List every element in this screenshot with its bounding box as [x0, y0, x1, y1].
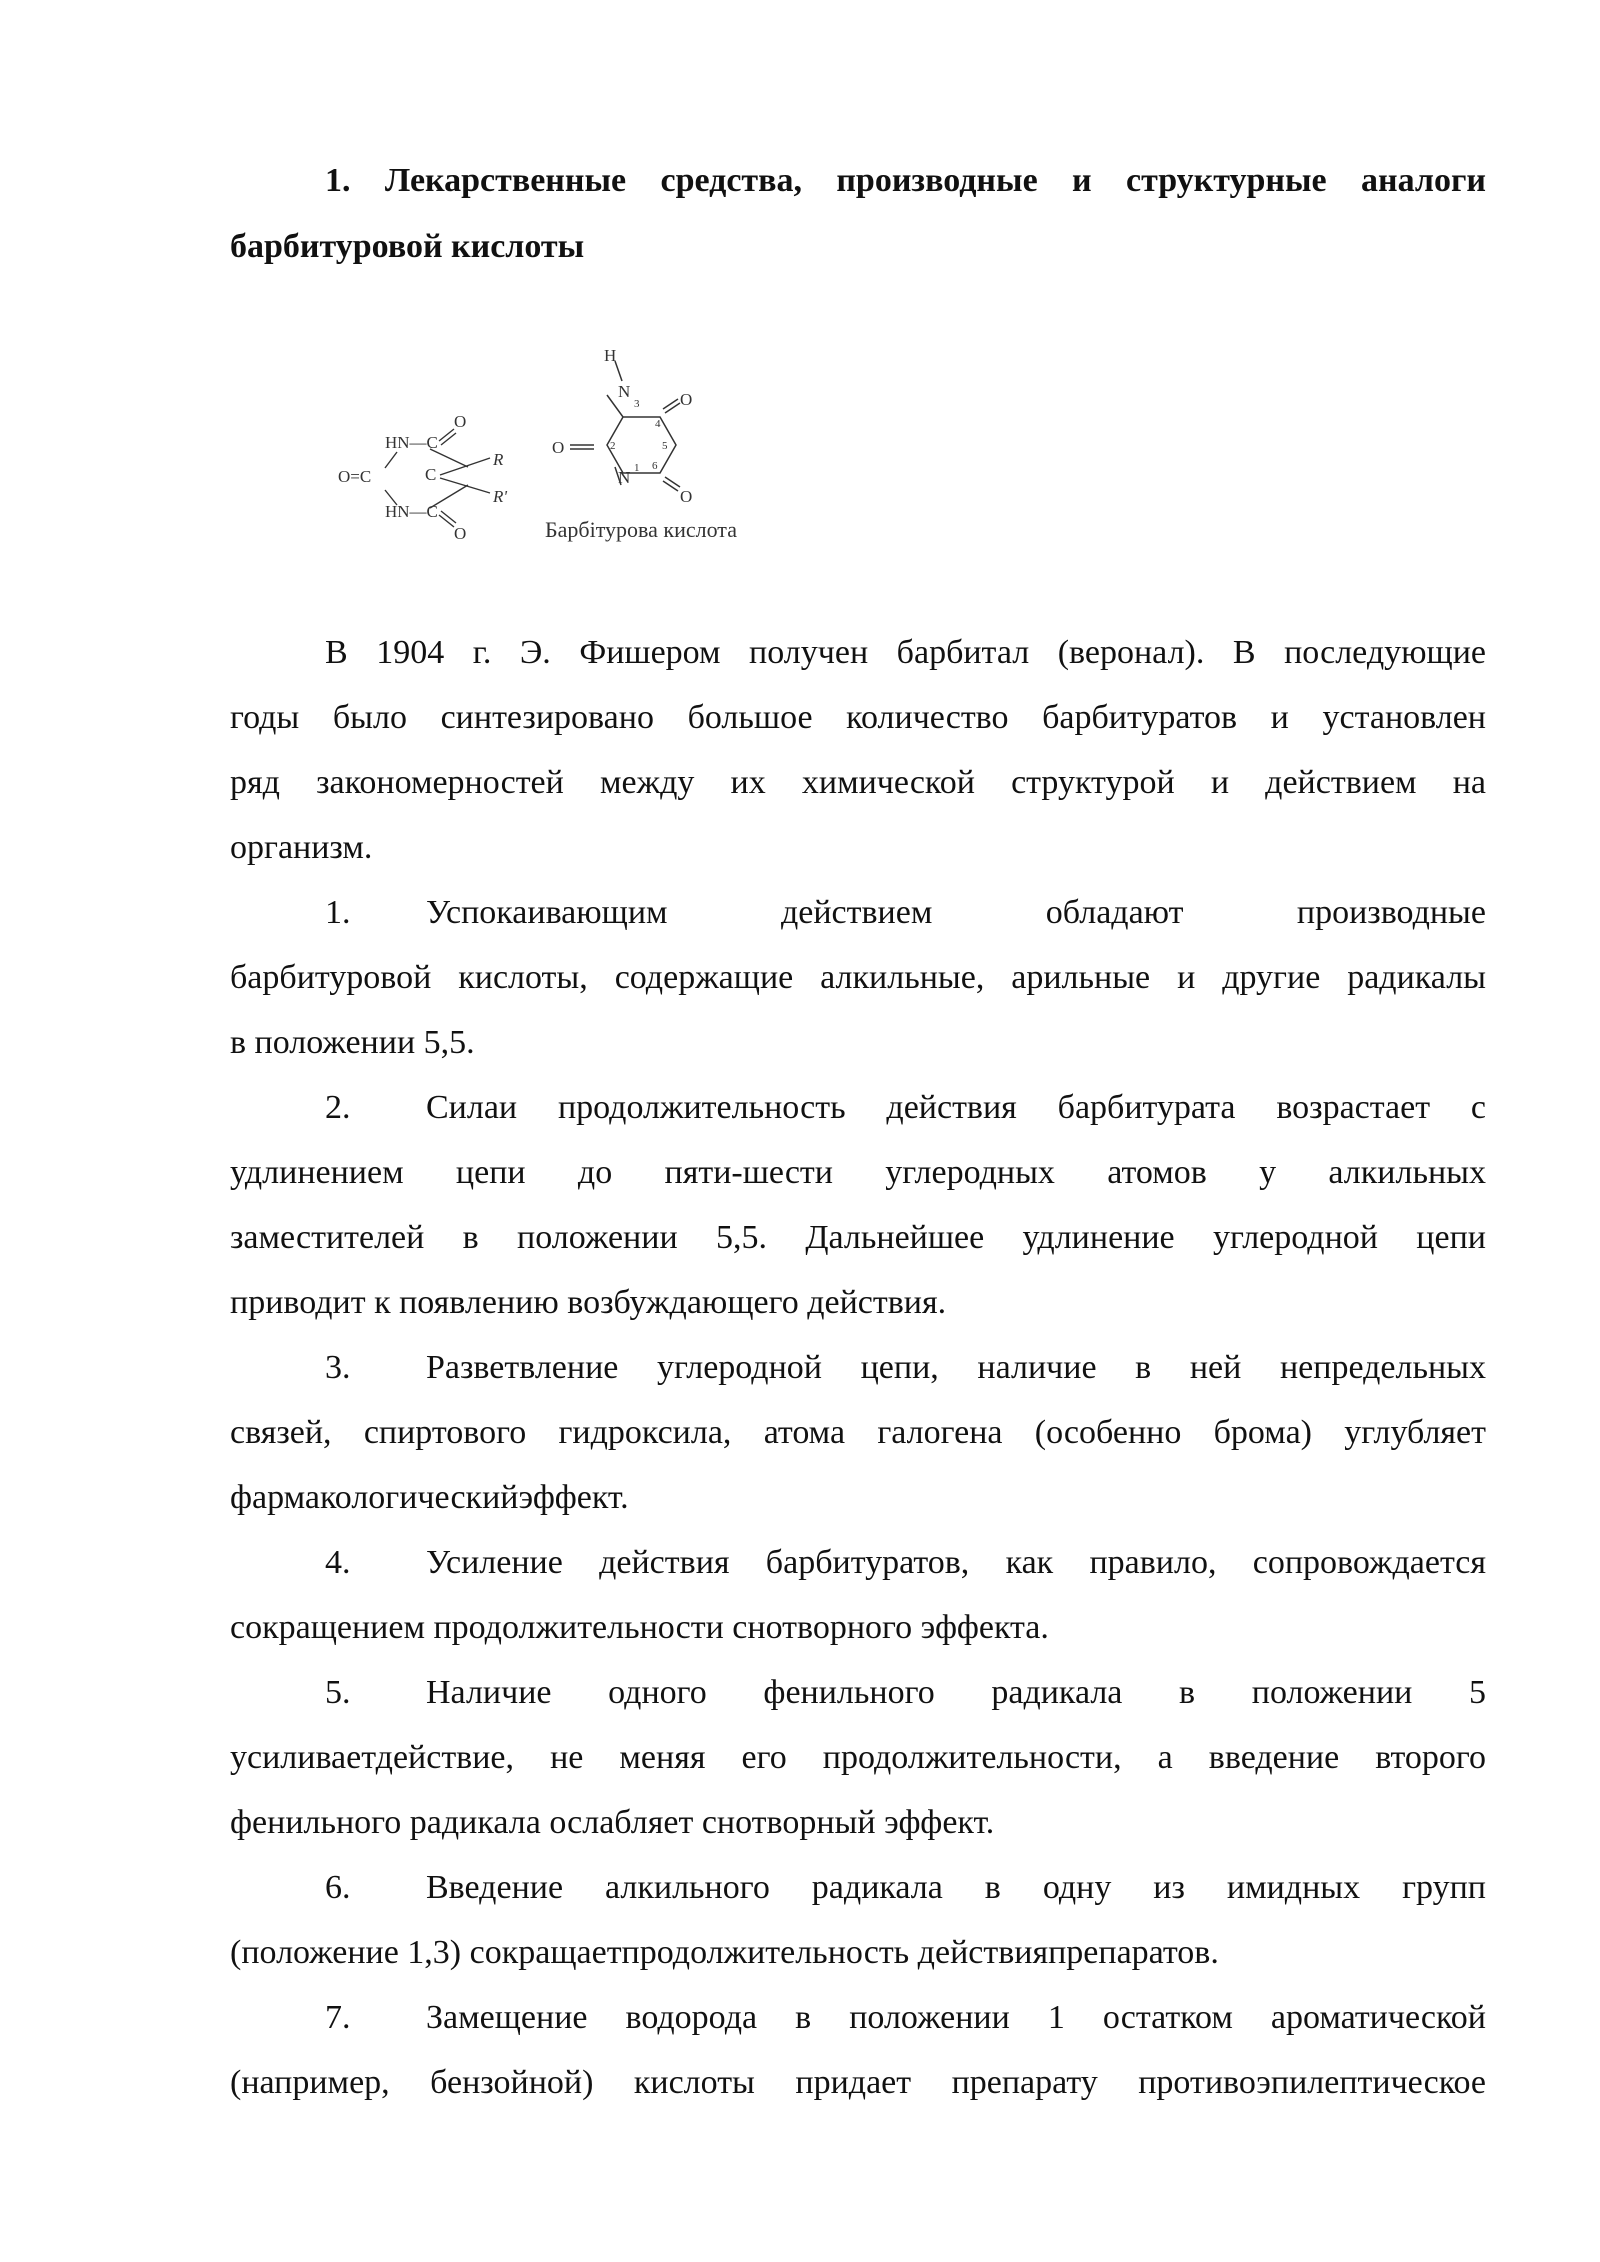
item-line: фенильного радикала ослабляет снотворный эффект.	[230, 1804, 995, 1841]
item-line: Успокаивающим действием обладают производные	[426, 894, 1486, 931]
item-line: (положение 1,3) сокращаетпродолжительность действияпрепаратов.	[230, 1934, 1219, 1971]
intro-line: организм.	[230, 829, 373, 866]
generic-barbiturate-formula	[338, 433, 507, 521]
formula-o-bottom: O	[454, 524, 467, 543]
ring-o2: O	[552, 438, 565, 457]
formula-o-top: O	[454, 412, 467, 431]
item-line: Усиление действия барбитуратов, как правило, сопровождается	[426, 1544, 1486, 1581]
formula-hn-top: HN—C	[385, 433, 438, 452]
ring-n3: N	[618, 382, 631, 401]
item-line: барбитуровой кислоты, содержащие алкильные, арильные и другие радикалы	[230, 959, 1486, 996]
item-line: Введение алкильного радикала в одну из имидных групп	[426, 1869, 1486, 1906]
item-line: в положении 5,5.	[230, 1024, 475, 1061]
item-number: 6.	[325, 1869, 351, 1906]
formula-c-mid: C	[425, 465, 437, 484]
intro-paragraph	[230, 620, 1486, 880]
formula-r-prime: R'	[493, 487, 508, 506]
list-item-4	[230, 1530, 1486, 1660]
item-line: Замещение водорода в положении 1 остатком ароматической	[426, 1999, 1486, 2036]
document-body	[230, 620, 1486, 2115]
section-heading	[230, 148, 1486, 280]
ring-position-numbers	[610, 398, 668, 474]
list-item-2	[230, 1075, 1486, 1335]
list-item-3	[230, 1335, 1486, 1530]
item-line: Разветвление углеродной цепи, наличие в ней непредельных	[426, 1349, 1486, 1386]
ring-num-2: 2	[610, 440, 616, 452]
ring-num-5: 5	[662, 440, 668, 452]
item-line: усиливаетдействие, не меняя его продолжительности, а введение второго	[230, 1739, 1486, 1776]
ring-num-3: 3	[634, 398, 640, 410]
item-line: удлинением цепи до пяти-шести углеродных атомов у алкильных	[230, 1154, 1486, 1191]
ring-o6: O	[680, 487, 693, 506]
ring-o4: O	[680, 390, 693, 409]
item-number: 7.	[325, 1999, 351, 2036]
item-line: фармакологическийэффект.	[230, 1479, 629, 1516]
formula-o-left: O=C	[338, 467, 372, 486]
ring-num-1: 1	[634, 462, 640, 474]
item-line: приводит к появлению возбуждающего действия.	[230, 1284, 947, 1321]
list-item-5	[230, 1660, 1486, 1855]
item-line: связей, спиртового гидроксила, атома галогена (особенно брома) углубляет	[230, 1414, 1486, 1451]
intro-line: В 1904 г. Э. Фишером получен барбитал (веронал). В последующие	[325, 634, 1486, 671]
item-number: 5.	[325, 1674, 351, 1711]
ring-n1: N	[618, 468, 631, 487]
item-number: 1.	[325, 894, 351, 931]
item-line: заместителей в положении 5,5. Дальнейшее удлинение углеродной цепи	[230, 1219, 1486, 1256]
ring-num-4: 4	[655, 418, 661, 430]
item-line: Наличие одного фенильного радикала в положении 5	[426, 1674, 1486, 1711]
formula-hn-bottom: HN—C	[385, 502, 438, 521]
item-number: 3.	[325, 1349, 351, 1386]
item-line: Силаи продолжительность действия барбитурата возрастает с	[426, 1089, 1486, 1126]
heading-line-1: 1. Лекарственные средства, производные и структурные аналоги	[325, 162, 1486, 199]
list-item-1	[230, 880, 1486, 1075]
item-number: 4.	[325, 1544, 351, 1581]
item-line: (например, бензойной) кислоты придает препарату противоэпилептическое	[230, 2064, 1486, 2101]
figure-caption: Барбітурова кислота	[545, 517, 737, 542]
formula-r: R	[493, 450, 504, 469]
heading-line-2: барбитуровой кислоты	[230, 228, 585, 265]
intro-line: ряд закономерностей между их химической структурой и действием на	[230, 764, 1486, 801]
list-item-7	[230, 1985, 1486, 2115]
intro-line: годы было синтезировано большое количество барбитуратов и установлен	[230, 699, 1486, 736]
list-item-6	[230, 1855, 1486, 1985]
item-line: сокращением продолжительности снотворного эффекта.	[230, 1609, 1049, 1646]
item-number: 2.	[325, 1089, 351, 1126]
ring-h: H	[604, 346, 617, 365]
ring-num-6: 6	[652, 460, 658, 472]
